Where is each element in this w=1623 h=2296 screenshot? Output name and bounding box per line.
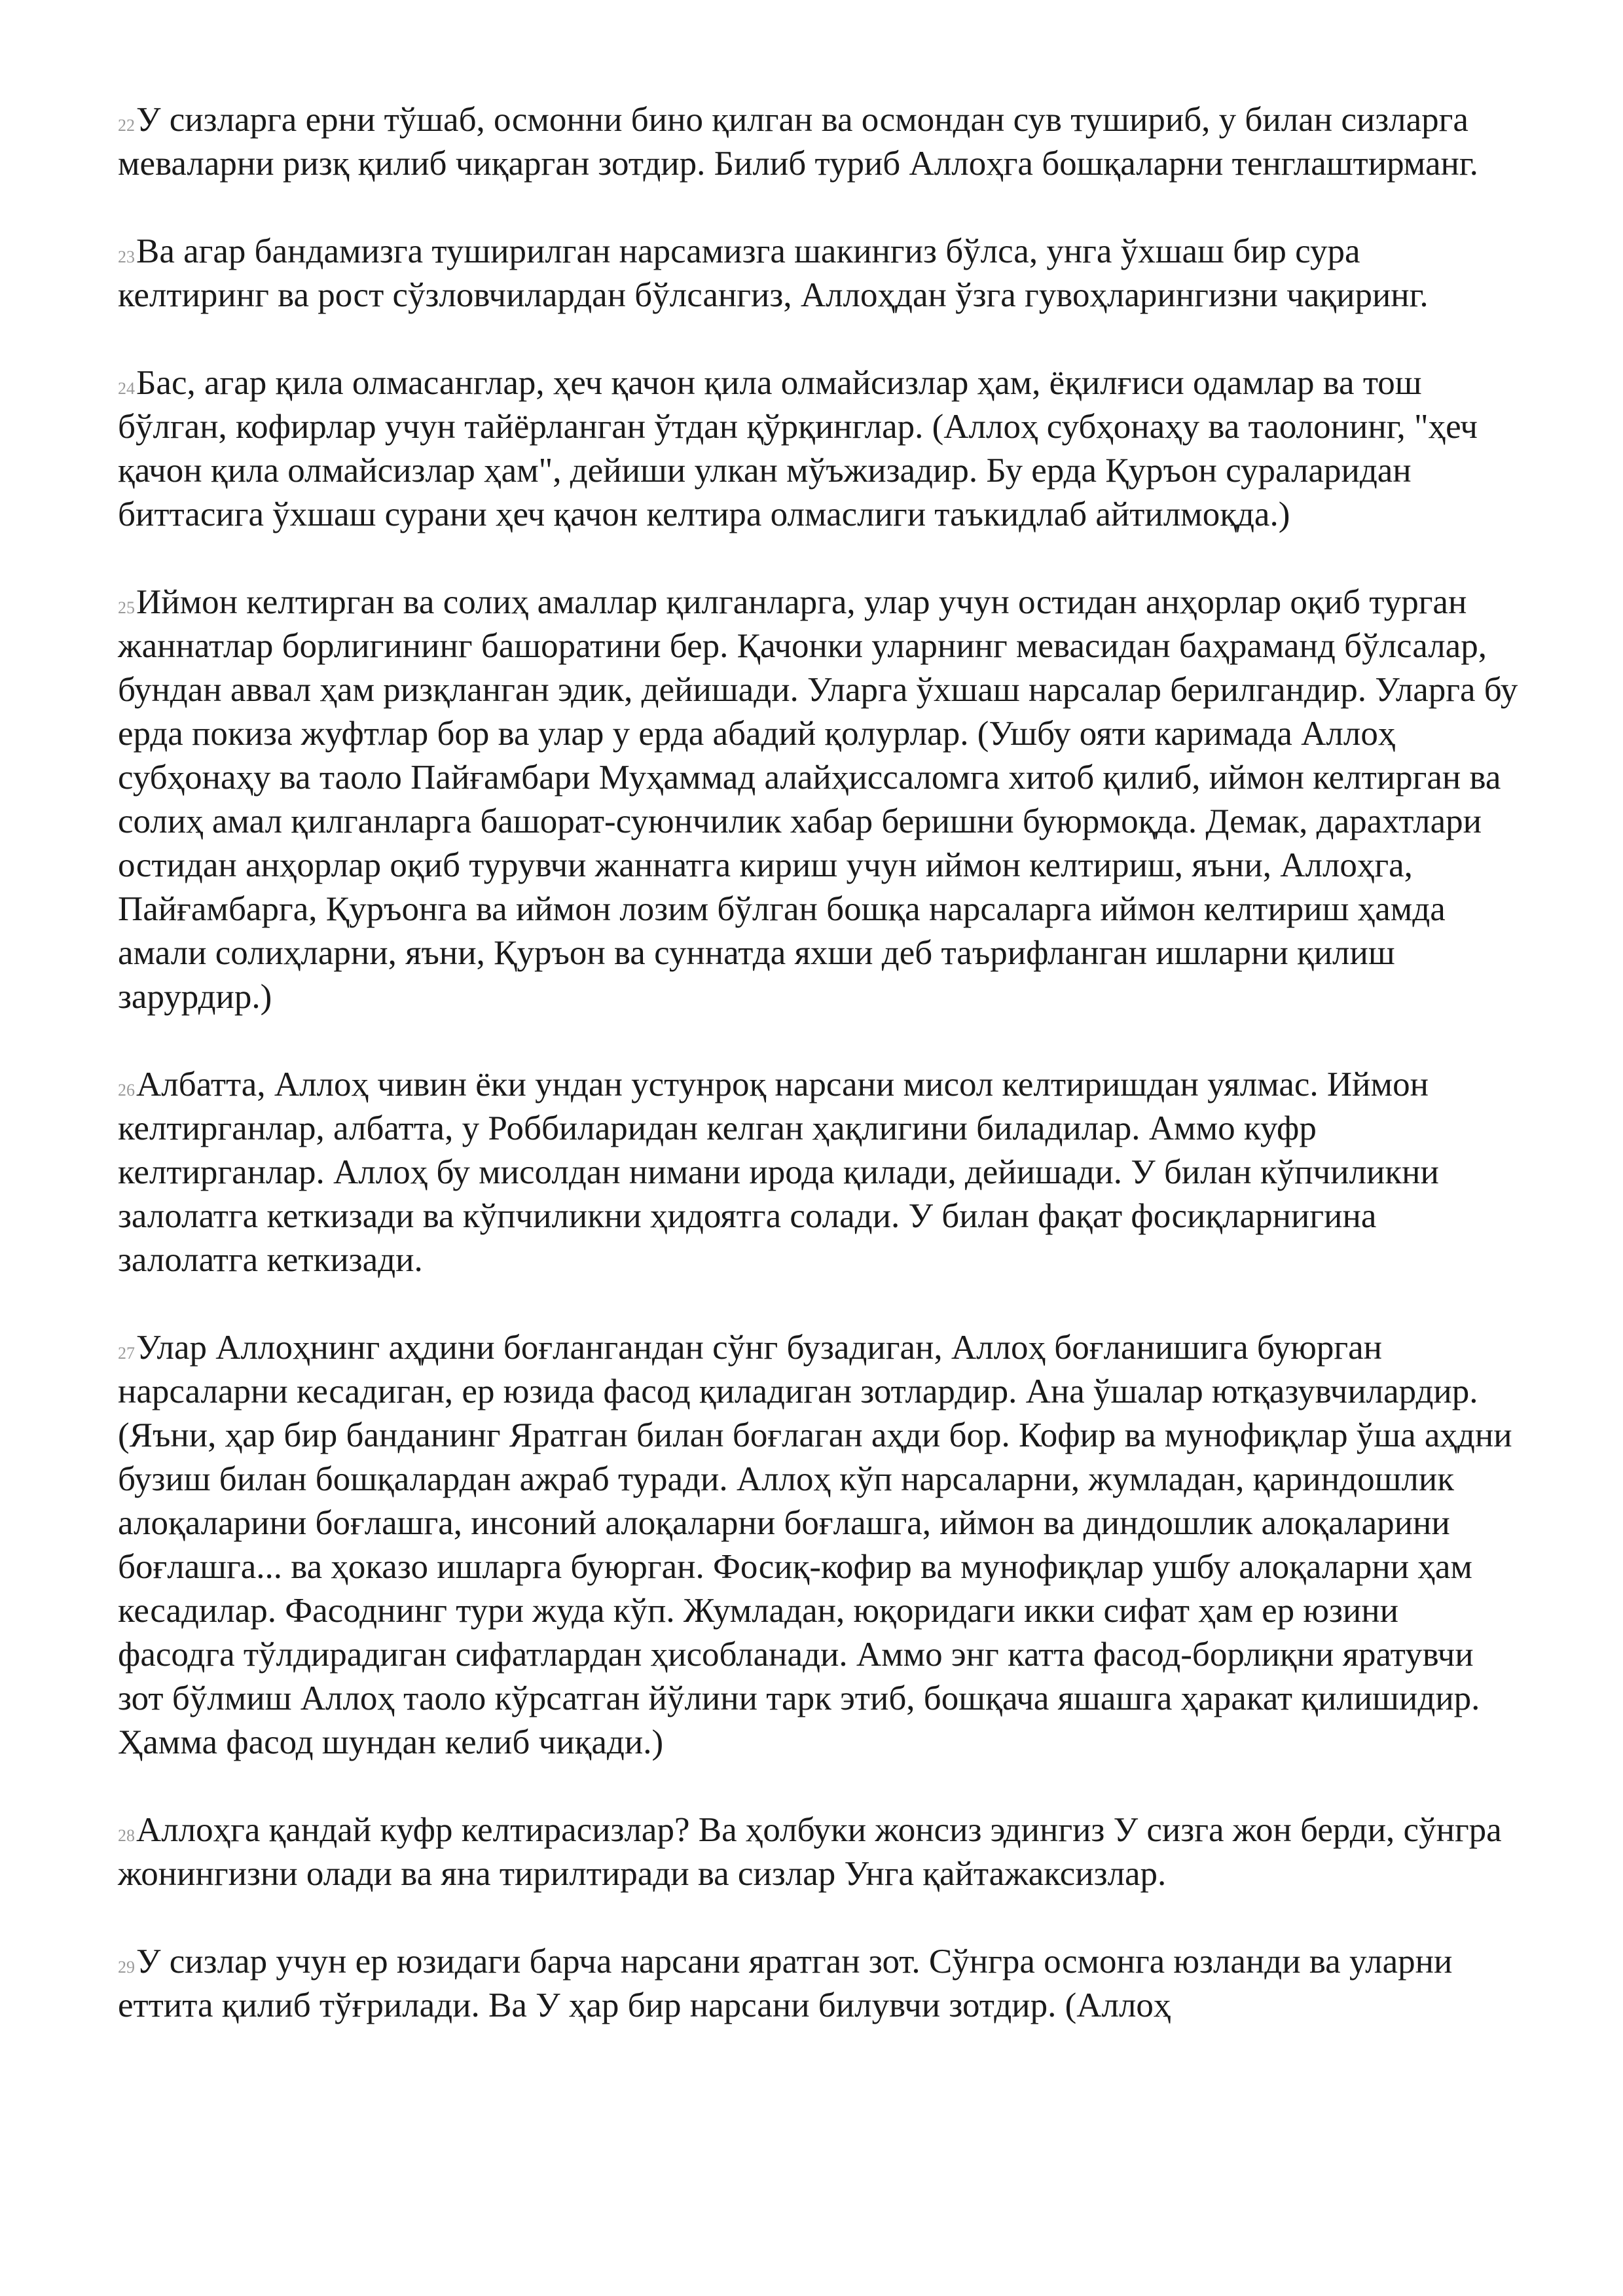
verse-29 — [118, 1940, 1519, 2028]
verse-number: 25 — [118, 598, 135, 617]
verse-23 — [118, 230, 1519, 317]
verse-number: 29 — [118, 1958, 135, 1977]
verse-26 — [118, 1063, 1519, 1282]
verse-22 — [118, 98, 1519, 186]
verse-number: 27 — [118, 1344, 135, 1363]
verse-number: 23 — [118, 247, 135, 266]
verse-text: У сизлар учун ер юзидаги барча нарсани яратган зот. Сўнгра осмонга юзланди ва уларни еттита қилиб тўғрилади. Ва У ҳар бир нарсани билувчи зотдир. (Аллоҳ — [118, 1943, 1453, 2024]
verse-27 — [118, 1326, 1519, 1765]
verse-text: Ва агар бандамизга туширилган нарсамизга шакингиз бўлса, унга ўхшаш бир сура келтиринг ва рост сўзловчилардан бўлсангиз, Аллоҳдан ўзга гувоҳларингизни чақиринг. — [118, 232, 1429, 314]
verse-28 — [118, 1808, 1519, 1896]
verse-text: У сизларга ерни тўшаб, осмонни бино қилган ва осмондан сув тушириб, у билан сизларга меваларни ризқ қилиб чиқарган зотдир. Билиб туриб Аллоҳга бошқаларни тенглаштирманг. — [118, 101, 1478, 183]
verse-number: 24 — [118, 379, 135, 398]
verse-text: Албатта, Аллоҳ чивин ёки ундан устунроқ нарсани мисол келтиришдан уялмас. Иймон келтирганлар, албатта, у Роббиларидан келган ҳақлигини биладилар. Аммо куфр келтирганлар. Аллоҳ бу мисолдан нимани ирода қилади, дейишади. У билан кўпчиликни залолатга кеткизади ва кўпчиликни ҳидоятга солади. У билан фақат фосиқларнигина залолатга кеткизади. — [118, 1066, 1439, 1279]
verse-number: 22 — [118, 116, 135, 135]
verse-number: 26 — [118, 1081, 135, 1100]
verse-number: 28 — [118, 1826, 135, 1845]
verse-text: Бас, агар қила олмасанглар, ҳеч қачон қила олмайсизлар ҳам, ёқилғиси одамлар ва тош бўлган, кофирлар учун тайёрланган ўтдан қўрқинглар. (Аллоҳ субҳонаҳу ва таолонинг, "ҳеч қачон қила олмайсизлар ҳам", дейиши улкан мўъжизадир. Бу ерда Қуръон сураларидан биттасига ўхшаш сурани ҳеч қачон келтира олмаслиги таъкидлаб айтилмоқда.) — [118, 364, 1478, 533]
verse-text: Аллоҳга қандай куфр келтирасизлар? Ва ҳолбуки жонсиз эдингиз У сизга жон берди, сўнгра жонингизни олади ва яна тирилтиради ва сизлар Унга қайтажаксизлар. — [118, 1811, 1502, 1893]
verse-text: Иймон келтирган ва солиҳ амаллар қилганларга, улар учун остидан анҳорлар оқиб турган жаннатлар борлигининг башоратини бер. Қачонки уларнинг мевасидан баҳраманд бўлсалар, бундан аввал ҳам ризқланган эдик, дейишади. Уларга ўхшаш нарсалар берилгандир. Уларга бу ерда покиза жуфтлар бор ва улар у ерда абадий қолурлар. (Ушбу ояти каримада Аллоҳ субҳонаҳу ва таоло Пайғамбари Муҳаммад алайҳиссаломга хитоб қилиб, иймон келтирган ва солиҳ амал қилганларга башорат-суюнчилик хабар беришни буюрмоқда. Демак, дарахтлари остидан анҳорлар оқиб турувчи жаннатга кириш учун иймон келтириш, яъни, Аллоҳга, Пайғамбарга, Қуръонга ва иймон лозим бўлган бошқа нарсаларга иймон келтириш ҳамда амали солиҳларни, яъни, Қуръон ва суннатда яхши деб таърифланган ишларни қилиш зарурдир.) — [118, 583, 1518, 1016]
verse-text: Улар Аллоҳнинг аҳдини боғлангандан сўнг бузадиган, Аллоҳ боғланишига буюрган нарсаларни кесадиган, ер юзида фасод қиладиган зотлардир. Ана ўшалар ютқазувчилардир. (Яъни, ҳар бир банданинг Яратган билан боғлаган аҳди бор. Кофир ва мунофиқлар ўша аҳдни бузиш билан бошқалардан ажраб туради. Аллоҳ кўп нарсаларни, жумладан, қариндошлик алоқаларини боғлашга, инсоний алоқаларни боғлашга, иймон ва диндошлик алоқаларини боғлашга... ва ҳоказо ишларга буюрган. Фосиқ-кофир ва мунофиқлар ушбу алоқаларни ҳам кесадилар. Фасоднинг тури жуда кўп. Жумладан, юқоридаги икки сифат ҳам ер юзини фасодга тўлдирадиган сифатлардан ҳисобланади. Аммо энг катта фасод-борлиқни яратувчи зот бўлмиш Аллоҳ таоло кўрсатган йўлини тарк этиб, бошқача яшашга ҳаракат қилишидир. Ҳамма фасод шундан келиб чиқади.) — [118, 1329, 1512, 1761]
page-content — [118, 98, 1519, 2072]
verse-24 — [118, 361, 1519, 537]
verse-25 — [118, 581, 1519, 1019]
